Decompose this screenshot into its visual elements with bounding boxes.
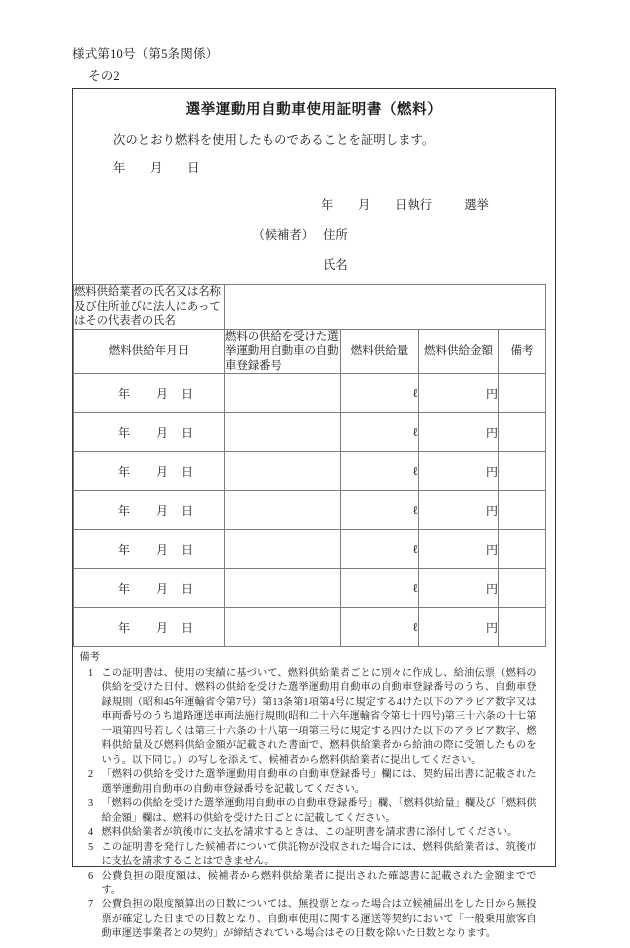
note-item bbox=[80, 768, 537, 797]
election-execution-line bbox=[73, 195, 555, 213]
entry-rows-container bbox=[74, 374, 546, 647]
entry-remarks-cell[interactable] bbox=[499, 413, 546, 452]
note-item bbox=[80, 797, 537, 826]
entry-vehicle-cell[interactable] bbox=[225, 608, 341, 647]
candidate-name-label: 氏名 bbox=[323, 258, 348, 272]
table-row bbox=[74, 530, 546, 569]
election-month: 月 bbox=[358, 198, 371, 212]
table-row bbox=[74, 374, 546, 413]
entry-amount-cell[interactable]: 円 bbox=[419, 413, 499, 452]
form-number: 様式第10号（第5条関係） bbox=[72, 47, 219, 61]
note-number: 4 bbox=[87, 827, 94, 839]
entry-month: 月 bbox=[155, 464, 168, 479]
note-text: 燃料供給業者が筑後市に支払を請求するときは、この証明書を請求書に添付してください。 bbox=[101, 827, 518, 839]
column-header-amount: 燃料供給金額 bbox=[419, 329, 499, 373]
note-text: 公費負担の限度額は、候補者から燃料供給業者に提出された確認書に記載された金額までです。 bbox=[101, 870, 537, 896]
note-item bbox=[80, 870, 537, 899]
note-item bbox=[80, 841, 537, 870]
entry-date-cell[interactable] bbox=[74, 374, 225, 413]
column-header-quantity: 燃料供給量 bbox=[341, 329, 419, 373]
note-number: 6 bbox=[87, 870, 94, 882]
supplier-value-cell[interactable] bbox=[225, 285, 546, 330]
entry-day: 日 bbox=[180, 425, 193, 440]
supplier-row bbox=[74, 285, 546, 330]
entry-day: 日 bbox=[180, 464, 193, 479]
entry-vehicle-cell[interactable] bbox=[225, 491, 341, 530]
entry-month: 月 bbox=[155, 542, 168, 557]
entry-date-cell[interactable] bbox=[74, 569, 225, 608]
table-row bbox=[74, 413, 546, 452]
entry-year: 年 bbox=[117, 386, 130, 401]
entry-quantity-cell[interactable]: ℓ bbox=[341, 608, 419, 647]
entry-remarks-cell[interactable] bbox=[499, 452, 546, 491]
issue-date-day: 日 bbox=[187, 161, 200, 175]
entry-year: 年 bbox=[117, 542, 130, 557]
entry-day: 日 bbox=[180, 503, 193, 518]
column-header-remarks: 備考 bbox=[499, 329, 546, 373]
column-header-date: 燃料供給年月日 bbox=[74, 329, 225, 373]
issue-date-month: 月 bbox=[150, 161, 163, 175]
entry-month: 月 bbox=[155, 581, 168, 596]
column-header-vehicle: 燃料の供給を受けた選挙運動用自動車の自動車登録番号 bbox=[225, 330, 339, 372]
entry-date-cell[interactable] bbox=[74, 452, 225, 491]
entry-month: 月 bbox=[155, 620, 168, 635]
entry-quantity-cell[interactable]: ℓ bbox=[341, 569, 419, 608]
entry-month: 月 bbox=[155, 386, 168, 401]
entry-date-cell[interactable] bbox=[74, 608, 225, 647]
entry-remarks-cell[interactable] bbox=[499, 530, 546, 569]
note-item bbox=[80, 826, 537, 840]
note-text: この証明書は、使用の実績に基づいて、燃料供給業者ごとに別々に作成し、給油伝票（燃料の供給を受けた日付、燃料の供給を受けた選挙運動用自動車の自動車登録番号のうち、自動車登録規則（昭和45年運輸省令第7号）第13条第1項第4号に規定する4けた以下のアラビア数字又は車両番号のうち道路運送車両法施行規則(昭和二十六年運輸省令第七十四号)第三十六条の十七第一項第四号若しくは第三十六条の十八第一項第三号に規定する四けた以下のアラビア数字、燃料供給量及び燃料供給金額が記載された書面で、燃料供給業者から給油の際に受領したものをいう。以下同じ。）の写しを添えて、候補者から燃料供給業者に提出してください。 bbox=[101, 667, 537, 766]
entry-quantity-cell[interactable]: ℓ bbox=[341, 530, 419, 569]
entry-day: 日 bbox=[180, 542, 193, 557]
entry-amount-cell[interactable]: 円 bbox=[419, 452, 499, 491]
certificate-lead-text: 次のとおり燃料を使用したものであることを証明します。 bbox=[113, 133, 435, 147]
entry-month: 月 bbox=[155, 425, 168, 440]
entry-quantity-cell[interactable]: ℓ bbox=[341, 374, 419, 413]
entry-quantity-cell[interactable]: ℓ bbox=[341, 491, 419, 530]
form-sub-label: その2 bbox=[88, 69, 120, 83]
note-number: 2 bbox=[87, 769, 94, 781]
candidate-label: （候補者） bbox=[252, 228, 314, 242]
entry-day: 日 bbox=[180, 620, 193, 635]
certificate-title: 選挙運動用自動車使用証明書（燃料） bbox=[185, 102, 443, 118]
entry-quantity-cell[interactable]: ℓ bbox=[341, 413, 419, 452]
entry-amount-cell[interactable]: 円 bbox=[419, 491, 499, 530]
note-item bbox=[80, 898, 537, 941]
entry-year: 年 bbox=[117, 425, 130, 440]
entry-year: 年 bbox=[117, 464, 130, 479]
candidate-address-line bbox=[73, 225, 555, 243]
notes-list bbox=[80, 667, 537, 942]
supplier-label-cell: 燃料供給業者の氏名又は名称及び住所並びに法人にあってはその代表者の氏名 bbox=[74, 285, 225, 330]
table-row bbox=[74, 491, 546, 530]
entry-remarks-cell[interactable] bbox=[499, 608, 546, 647]
entry-year: 年 bbox=[117, 581, 130, 596]
entry-vehicle-cell[interactable] bbox=[225, 569, 341, 608]
entry-month: 月 bbox=[155, 503, 168, 518]
note-text: 「燃料の供給を受けた選挙運動用自動車の自動車登録番号」欄には、契約届出書に記載された選挙運動用自動車の自動車登録番号を記載してください。 bbox=[101, 769, 537, 795]
issue-date-line bbox=[73, 158, 555, 176]
note-number: 5 bbox=[87, 841, 94, 853]
table-row bbox=[74, 608, 546, 647]
entry-remarks-cell[interactable] bbox=[499, 491, 546, 530]
entry-amount-cell[interactable]: 円 bbox=[419, 569, 499, 608]
table-row bbox=[74, 452, 546, 491]
entry-amount-cell[interactable]: 円 bbox=[419, 608, 499, 647]
entry-date-cell[interactable] bbox=[74, 413, 225, 452]
entry-amount-cell[interactable]: 円 bbox=[419, 530, 499, 569]
note-number: 1 bbox=[87, 667, 94, 679]
fuel-supply-table bbox=[73, 284, 546, 948]
note-text: この証明書を発行した候補者について供託物が没収された場合には、燃料供給業者は、筑後市に支払を請求することはできません。 bbox=[101, 841, 537, 868]
entry-vehicle-cell[interactable] bbox=[225, 452, 341, 491]
entry-amount-cell[interactable]: 円 bbox=[419, 374, 499, 413]
entry-day: 日 bbox=[180, 581, 193, 596]
table-header-row bbox=[74, 329, 546, 373]
entry-year: 年 bbox=[117, 620, 130, 635]
entry-day: 日 bbox=[180, 386, 193, 401]
issue-date-year: 年 bbox=[113, 161, 126, 175]
entry-vehicle-cell[interactable] bbox=[225, 413, 341, 452]
candidate-name-line bbox=[73, 255, 555, 273]
entry-date-cell[interactable] bbox=[74, 491, 225, 530]
note-text: 「燃料の供給を受けた選挙運動用自動車の自動車登録番号」欄、「燃料供給量」欄及び「燃料供給金額」欄は、燃料の供給を受けた日ごとに記載してください。 bbox=[101, 798, 537, 824]
entry-year: 年 bbox=[117, 503, 130, 518]
note-item bbox=[80, 667, 537, 768]
note-number: 7 bbox=[87, 899, 94, 911]
notes-title: 備考 bbox=[79, 652, 100, 664]
election-label: 選挙 bbox=[464, 198, 489, 212]
table-row bbox=[74, 569, 546, 608]
candidate-address-label: 住所 bbox=[323, 228, 348, 242]
entry-remarks-cell[interactable] bbox=[499, 569, 546, 608]
entry-vehicle-cell[interactable] bbox=[225, 374, 341, 413]
election-year: 年 bbox=[321, 198, 334, 212]
fuel-supply-table-body bbox=[74, 285, 546, 374]
entry-quantity-cell[interactable]: ℓ bbox=[341, 452, 419, 491]
entry-vehicle-cell[interactable] bbox=[225, 530, 341, 569]
election-day-exec: 日執行 bbox=[395, 198, 433, 212]
note-number: 3 bbox=[87, 798, 94, 810]
certificate-outer-box bbox=[72, 88, 556, 940]
note-text: 公費負担の限度額算出の日数については、無投票となった場合は立候補届出をした日から無投票が確定した日までの日数となり、自動車使用に関する運送等契約において「一般乗用旅客自動車運送事業者との契約」が締結されている場合はその日数を除いた日数となります。 bbox=[101, 899, 537, 940]
entry-remarks-cell[interactable] bbox=[499, 374, 546, 413]
entry-date-cell[interactable] bbox=[74, 530, 225, 569]
